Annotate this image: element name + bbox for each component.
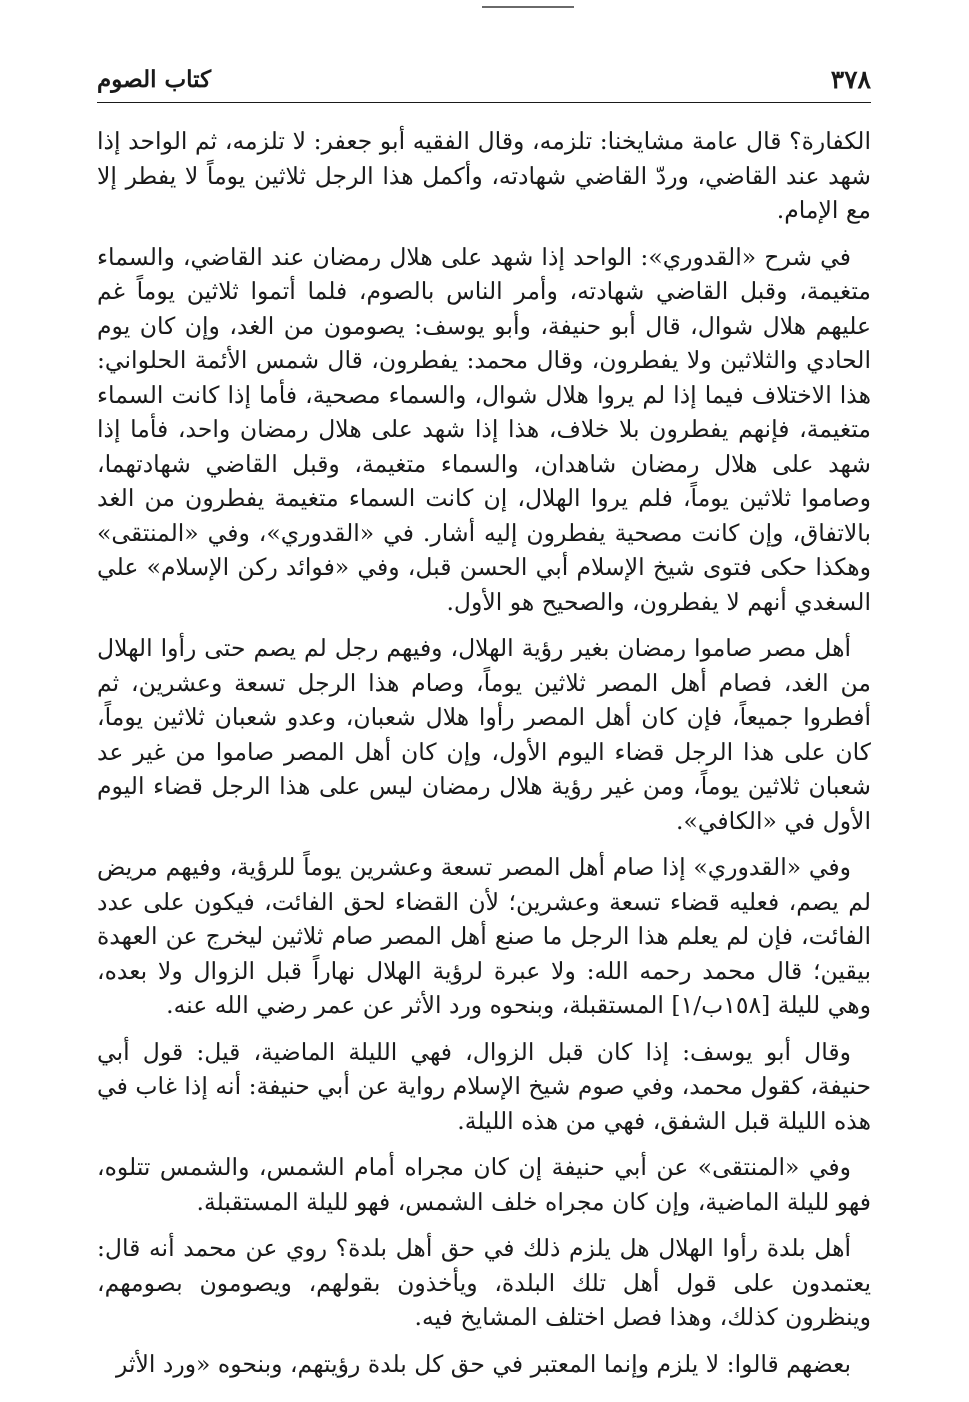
paragraph-1: الكفارة؟ قال عامة مشايخنا: تلزمه، وقال الفقيه أبو جعفر: لا تلزمه، ثم الواحد إذا شهد عند القاضي، وردّ القاضي شهادته، وأكمل هذا الرجل ثلاثين يوماً لا يفطر إلا مع الإمام. xyxy=(97,127,871,224)
paragraph-4: وفي «القدوري» إذا صام أهل المصر تسعة وعشرين يوماً للرؤية، وفيهم مريض لم يصم، فعليه قضاء تسعة وعشرين؛ لأن القضاء لحق الفائت، فيكون على عدد الفائت، فإن لم يعلم هذا الرجل ما صنع أهل المصر صام ثلاثين ليخرج عن العهدة بيقين؛ قال محمد رحمه الله: ولا عبرة لرؤية الهلال نهاراً قبل الزوال ولا بعده، وهي لليلة [١٥٨ب/١] المستقبلة، وبنحوه ورد الأثر عن عمر رضي الله عنه. xyxy=(97,853,871,1019)
paragraph-2: في شرح «القدوري»: الواحد إذا شهد على هلال رمضان عند القاضي، والسماء متغيمة، وقبل القاضي شهادته، وأمر الناس بالصوم، فلما أتموا ثلاثين يوماً غم عليهم هلال شوال، قال أبو حنيفة، وأبو يوسف: يصومون من الغد، وإن كان يوم الحادي والثلاثين ولا يفطرون، وقال محمد: يفطرون، قال شمس الأئمة الحلواني: هذا الاختلاف فيما إذا لم يروا هلال شوال، والسماء مصحية، فأما إذا كانت السماء متغيمة، فإنهم يفطرون بلا خلاف، هذا إذا شهد على هلال رمضان واحد، فأما إذا شهد على هلال رمضان شاهدان، والسماء متغيمة، وقبل القاضي شهادتهما، وصاموا ثلاثين يوماً، فلم يروا الهلال، إن كانت السماء متغيمة يفطرون من الغد بالاتفاق، وإن كانت مصحية يفطرون إليه أشار. في «القدوري»، وفي «المنتقى» وهكذا حكى فتوى شيخ الإسلام أبي الحسن قبل، وفي «فوائد ركن الإسلام» علي السغدي أنهم لا يفطرون، والصحيح هو الأول. xyxy=(97,242,871,616)
paragraph-7: أهل بلدة رأوا الهلال هل يلزم ذلك في حق أهل بلدة؟ روي عن محمد أنه قال: يعتمدون على قول أهل تلك البلدة، ويأخذون بقولهم، ويصومون بصومهم، وينظرون كذلك، وهذا فصل اختلف المشايخ فيه. xyxy=(97,1234,871,1331)
page-number: ٣٧٨ xyxy=(830,65,871,94)
running-header xyxy=(97,58,871,103)
book-title: كتاب الصوم xyxy=(97,66,212,93)
top-decorative-rule xyxy=(482,6,574,8)
paragraph-5: وقال أبو يوسف: إذا كان قبل الزوال، فهي الليلة الماضية، قيل: قول أبي حنيفة، كقول محمد، وفي صوم شيخ الإسلام رواية عن أبي حنيفة: أنه إذا غاب في هذه الليلة قبل الشفق، فهي من هذه الليلة. xyxy=(97,1037,871,1135)
paragraph-6: وفي «المنتقى» عن أبي حنيفة إن كان مجراه أمام الشمس، والشمس تتلوه، فهو لليلة الماضية، وإن كان مجراه خلف الشمس، فهو لليلة المستقبلة. xyxy=(97,1153,871,1216)
paragraph-3: أهل مصر صاموا رمضان بغير رؤية الهلال، وفيهم رجل لم يصم حتى رأوا الهلال من الغد، فصام أهل المصر ثلاثين يوماً، وصام هذا الرجل تسعة وعشرين، ثم أفطروا جميعاً، فإن كان أهل المصر رأوا هلال شعبان، وعدو شعبان ثلاثين يوماً، كان على هذا الرجل قضاء اليوم الأول، وإن كان أهل المصر صاموا من غير عد شعبان ثلاثين يوماً، ومن غير رؤية هلال رمضان ليس على هذا الرجل قضاء اليوم الأول في «الكافي». xyxy=(97,634,871,835)
page-body xyxy=(97,124,871,1392)
paragraph-8: بعضهم قالوا: لا يلزم وإنما المعتبر في حق كل بلدة رؤيتهم، وبنحوه «ورد الأثر xyxy=(115,1349,851,1378)
